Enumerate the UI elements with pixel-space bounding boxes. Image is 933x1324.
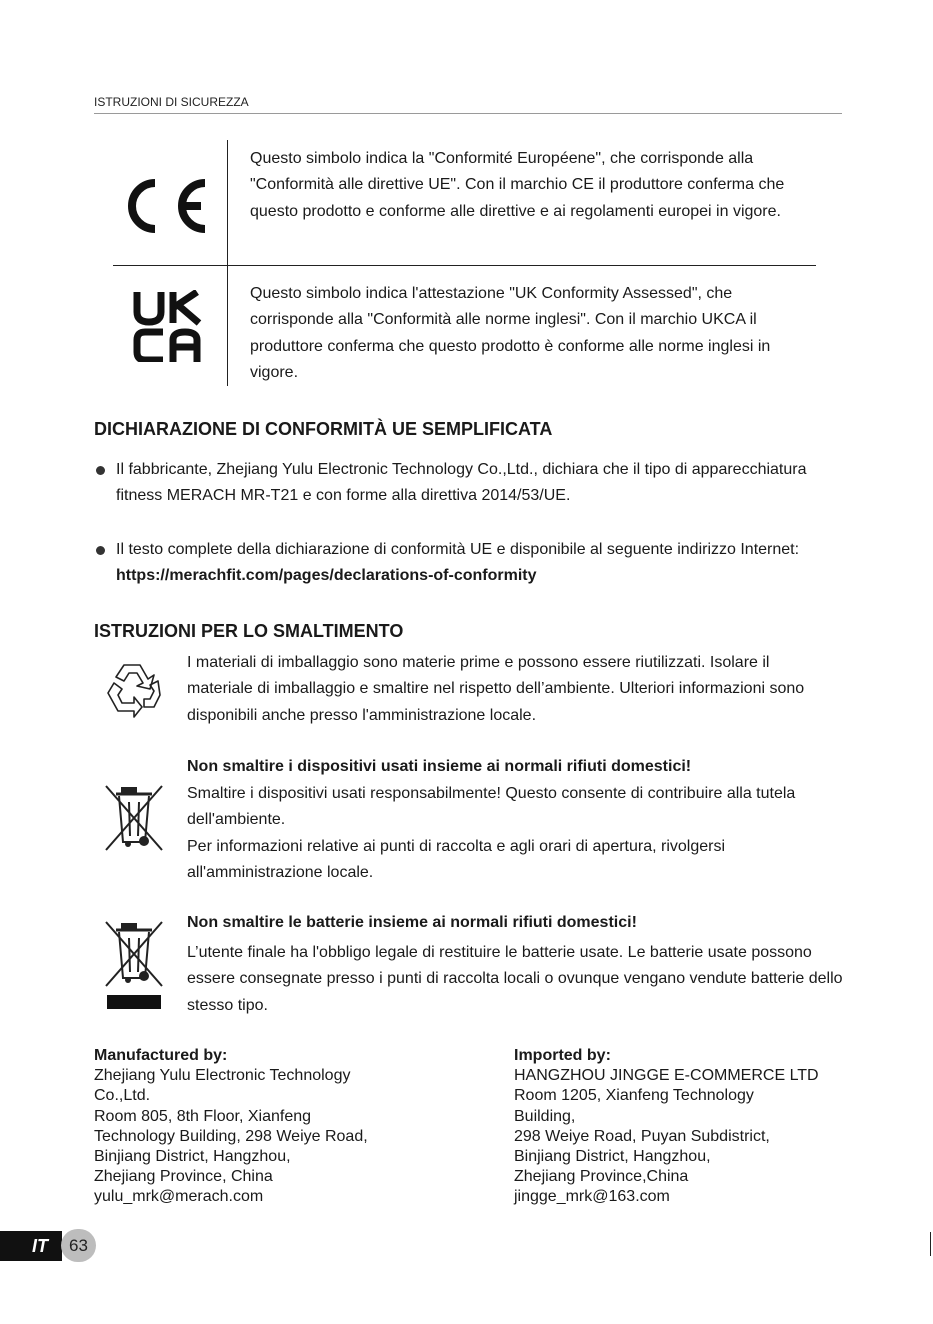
importer-line: Zhejiang Province,China: [514, 1168, 689, 1186]
importer-line: HANGZHOU JINGGE E-COMMERCE LTD: [514, 1067, 819, 1085]
batteries-text: L’utente finale ha l'obbligo legale di restituire le batterie usate. Le batterie usate possono essere consegnate presso i punti di raccolta locali o ovunque vengano vendute batterie dello stesso tipo.: [187, 944, 843, 1014]
manufacturer-line: Zhejiang Yulu Electronic Technology: [94, 1067, 351, 1085]
language-tab: IT: [0, 1231, 62, 1261]
packaging-text: I materiali di imballaggio sono materie prime e possono essere riutilizzati. Isolare il materiale di imballaggio e smaltire nel rispetto dell’ambiente. Ulteriori informazioni sono disponibili anche presso l'amministrazione locale.: [187, 654, 805, 724]
importer-line: Building,: [514, 1107, 576, 1125]
manufacturer-line: Room 805, 8th Floor, Xianfeng: [94, 1107, 312, 1125]
declaration-bullet-1: [94, 457, 814, 510]
manufacturer-line: Zhejiang Province, China: [94, 1168, 273, 1186]
crossed-bin-icon: [104, 784, 164, 854]
importer-line: Room 1205, Xianfeng Technology: [514, 1087, 754, 1105]
ukca-icon-cell: [113, 266, 228, 386]
page-number: 63: [61, 1229, 96, 1262]
declaration-title: DICHIARAZIONE DI CONFORMITÀ UE SEMPLIFICATA: [94, 419, 553, 439]
importer-line: 298 Weiye Road, Puyan Subdistrict,: [514, 1127, 770, 1145]
bullet-icon: [96, 466, 105, 475]
importer-line: Binjiang District, Hangzhou,: [514, 1148, 711, 1166]
ce-description: Questo simbolo indica la "Conformité Européene", che corrisponde alla "Conformità alle direttive UE". Con il marchio CE il produttore conferma che questo prodotto e conforme alle direttive e ai regolamenti europei in vigore.: [250, 150, 785, 220]
manufacturer-line: Binjiang District, Hangzhou,: [94, 1148, 291, 1166]
edge-mark: [930, 1232, 931, 1256]
bullet-icon: [96, 546, 105, 555]
recycle-icon: [104, 661, 164, 719]
crossed-bin-battery-icon: [104, 920, 164, 1012]
devices-text-1: Smaltire i dispositivi usati responsabilmente! Questo consente di contribuire alla tutela dell'ambiente.: [187, 785, 796, 829]
devices-heading: Non smaltire i dispositivi usati insieme ai normali rifiuti domestici!: [187, 758, 692, 775]
importer-block: [514, 1046, 844, 1208]
manufacturer-block: [94, 1046, 424, 1208]
importer-label: Imported by:: [514, 1047, 611, 1064]
ukca-symbol-row: [113, 266, 816, 386]
ukca-mark-icon: [133, 290, 205, 362]
declaration-link[interactable]: https://merachfit.com/pages/declarations-of-conformity: [116, 567, 537, 585]
ce-icon-cell: [113, 140, 228, 265]
section-title: ISTRUZIONI DI SICUREZZA: [94, 95, 249, 109]
bullet-text: Il fabbricante, Zhejiang Yulu Electronic Technology Co.,Ltd., dichiara che il tipo di apparecchiatura fitness MERACH MR-T21 e con forme alla direttiva 2014/53/UE.: [116, 461, 807, 505]
devices-text-2: Per informazioni relative ai punti di raccolta e agli orari di apertura, rivolgersi all'amministrazione locale.: [187, 838, 726, 882]
manufacturer-line: Technology Building, 298 Weiye Road,: [94, 1127, 368, 1145]
batteries-heading: Non smaltire le batterie insieme ai normali rifiuti domestici!: [187, 914, 637, 931]
importer-email[interactable]: jingge_mrk@163.com: [514, 1188, 670, 1206]
manufacturer-line: Co.,Ltd.: [94, 1087, 151, 1105]
manufacturer-label: Manufactured by:: [94, 1047, 228, 1064]
bullet-text: Il testo complete della dichiarazione di conformità UE e disponibile al seguente indirizzo Internet:: [116, 541, 800, 558]
section-header: [94, 95, 842, 114]
manufacturer-email[interactable]: yulu_mrk@merach.com: [94, 1188, 264, 1206]
ce-symbol-row: [113, 140, 816, 266]
ukca-description: Questo simbolo indica l'attestazione "UK Conformity Assessed", che corrisponde alla "Conformità alle norme inglesi". Con il marchio UKCA il produttore conferma che questo prodotto è conforme alle norme inglesi in vigore.: [250, 285, 771, 382]
ce-mark-icon: [119, 175, 215, 237]
declaration-bullet-2: [94, 537, 814, 590]
disposal-title: ISTRUZIONI PER LO SMALTIMENTO: [94, 621, 404, 641]
